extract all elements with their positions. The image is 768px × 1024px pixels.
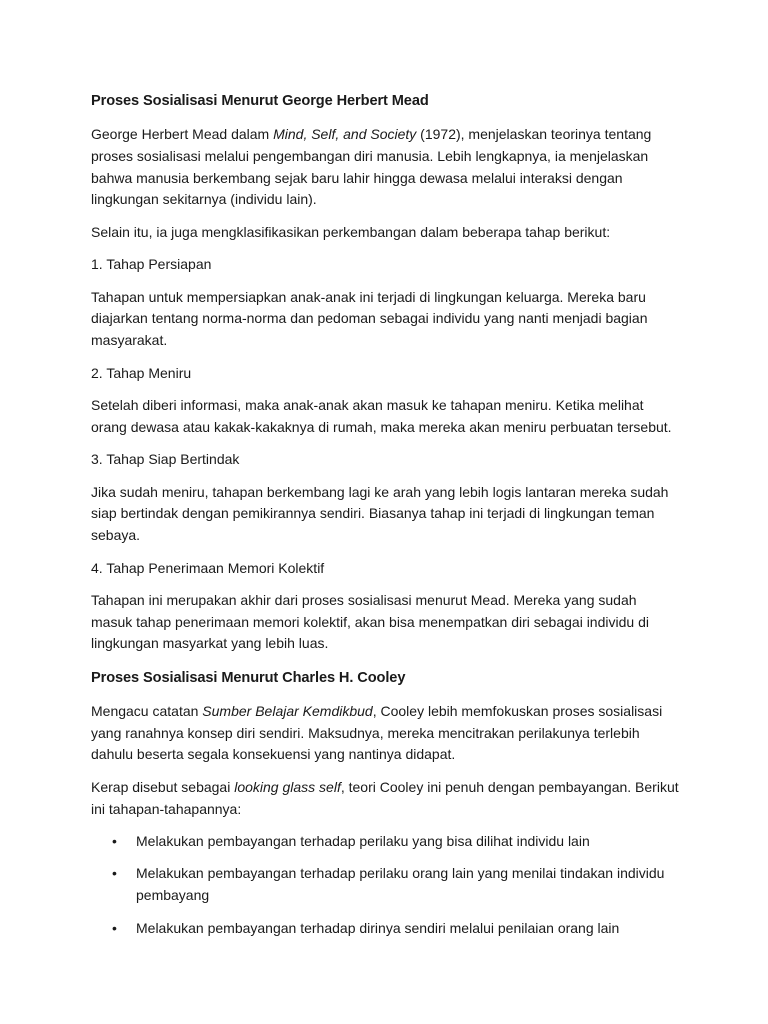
section-heading-mead: Proses Sosialisasi Menurut George Herbert Mead [91,93,429,109]
term-italic: looking glass self [234,778,341,795]
stage-title-3: 3. Tahap Siap Bertindak [91,451,240,468]
paragraph-cooley-lead [91,777,681,821]
bullet-list [91,831,681,939]
source-title: Sumber Belajar Kemdikbud [202,702,373,719]
stage-text-2: Setelah diberi informasi, maka anak-anak akan masuk ke tahapan meniru. Ketika melihat orang dewasa atau kakak-kakaknya di rumah, maka mereka akan meniru perbuatan tersebut. [91,396,672,435]
text-run: Kerap disebut sebagai [91,778,235,795]
section-heading-cooley: Proses Sosialisasi Menurut Charles H. Cooley [91,669,406,686]
list-item [91,918,681,940]
paragraph-mead-intro [91,124,681,211]
stage-title-1: 1. Tahap Persiapan [91,256,212,273]
list-item-text: Melakukan pembayangan terhadap perilaku yang bisa dilihat individu lain [136,833,590,850]
stage-text-1: Tahapan untuk mempersiapkan anak-anak ini terjadi di lingkungan keluarga. Mereka baru diajarkan tentang norma-norma dan pedoman sebagai individu yang nanti menjadi bagian masyarakat. [91,288,648,349]
list-item [91,863,681,907]
text-run: (1972), menjelaskan teorinya tentang proses sosialisasi melalui pengembangan diri manusia. Lebih lengkapnya, ia menjelaskan bahwa manusia berkembang sejak baru lahir hingga dewasa melalui interaksi dengan lingkungan sekitarnya (individu lain). [91,126,652,208]
text-run: , teori Cooley ini penuh dengan pembayangan. Berikut ini tahapan-tahapannya: [91,778,679,817]
document-page [91,89,681,950]
bullet-icon: • [112,833,117,850]
stage-text-4: Tahapan ini merupakan akhir dari proses sosialisasi menurut Mead. Mereka yang sudah masuk tahap penerimaan memori kolektif, akan bisa menempatkan diri sebagai individu di lingkungan masyarkat yang lebih luas. [91,591,649,652]
text-run: , Cooley lebih memfokuskan proses sosialisasi yang ranahnya konsep diri sendiri. Maksudnya, mereka mencitrakan perilakunya terlebih dahulu beserta segala konsekuensi yang nantinya didapat. [91,702,663,763]
paragraph-cooley-intro [91,701,681,766]
stage-text-3: Jika sudah meniru, tahapan berkembang lagi ke arah yang lebih logis lantaran mereka sudah siap bertindak dengan pemikirannya sendiri. Biasanya tahap ini terjadi di lingkungan teman sebaya. [91,483,669,544]
text-run: George Herbert Mead dalam [91,126,274,142]
book-title: Mind, Self, and Society [273,126,417,142]
stage-title-2: 2. Tahap Meniru [91,364,192,381]
text-run: Mengacu catatan [91,702,203,719]
list-item-text: Melakukan pembayangan terhadap dirinya sendiri melalui penilaian orang lain [136,919,620,936]
bullet-icon: • [112,919,117,936]
bullet-icon: • [112,865,117,882]
list-item [91,831,681,853]
stage-title-4: 4. Tahap Penerimaan Memori Kolektif [91,559,325,576]
list-item-text: Melakukan pembayangan terhadap perilaku orang lain yang menilai tindakan individu pembayang [136,865,665,904]
paragraph-mead-lead: Selain itu, ia juga mengklasifikasikan perkembangan dalam beberapa tahap berikut: [91,223,611,240]
